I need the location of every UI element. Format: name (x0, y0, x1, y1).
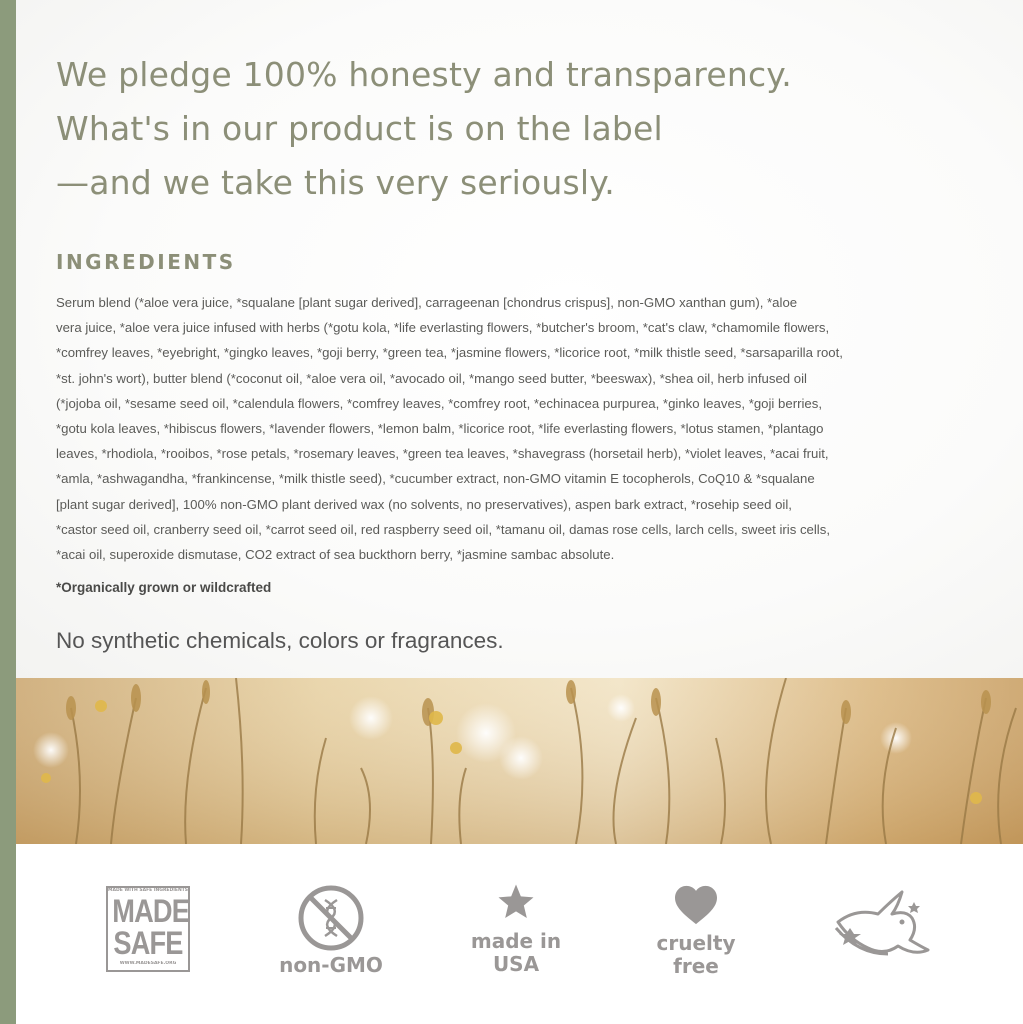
ingredients-line: leaves, *rhodiola, *rooibos, *rose petals, *rosemary leaves, *green tea leaves, *shavegrass (horsetail herb), *violet leaves, *acai fruit, (56, 446, 829, 462)
ingredients-line: Serum blend (*aloe vera juice, *squalane [plant sugar derived], carrageenan [chondrus crispus], non-GMO xanthan gum), *aloe (56, 295, 798, 310)
star-icon (496, 882, 536, 922)
leaping-bunny-badge (828, 884, 933, 974)
made-safe-line1: MADE (112, 893, 189, 929)
ingredients-line: *amla, *ashwagandha, *frankincense, *milk thistle seed), *cucumber extract, non-GMO vitamin E tocopherols, CoQ10 & *squalane (56, 471, 815, 487)
accent-sidebar-bar (0, 0, 16, 1024)
no-dna-icon (297, 884, 365, 952)
cruelty-free-badge (641, 882, 751, 982)
pledge-statement (56, 48, 986, 210)
free-label: free (673, 954, 719, 978)
pledge-line: What's in our product is on the label (56, 109, 663, 148)
pledge-line: —and we take this very seriously. (56, 163, 615, 202)
made-in-usa-badge (461, 882, 571, 982)
usa-label: USA (492, 952, 540, 976)
ingredients-panel (16, 0, 1023, 678)
made-safe-top-text: MADE WITH SAFE INGREDIENTS (108, 888, 188, 893)
non-gmo-label: non-GMO (279, 953, 383, 977)
ingredients-line: *acai oil, superoxide dismutase, CO2 extract of sea buckthorn berry, *jasmine sambac absolute. (56, 547, 615, 563)
made-in-label: made in (470, 929, 562, 953)
ingredients-line: *comfrey leaves, *eyebright, *gingko leaves, *goji berry, *green tea, *jasmine flowers, *licorice root, *milk thistle seed, *sarsaparilla root, (56, 345, 843, 361)
ingredients-line: (*jojoba oil, *sesame seed oil, *calendula flowers, *comfrey leaves, *comfrey root, *echinacea purpurea, *ginko leaves, *goji berries, (56, 395, 823, 411)
ingredients-list (56, 290, 991, 567)
cruelty-label: cruelty (656, 931, 736, 955)
ingredients-line: *gotu kola leaves, *hibiscus flowers, *lavender flowers, *lemon balm, *licorice root, *life everlasting flowers, *lotus stamen, *plantago (56, 421, 824, 437)
made-safe-url: WWW.MADESAFE.ORG (119, 961, 177, 966)
ingredients-heading: INGREDIENTS (56, 250, 236, 274)
made-safe-line2: SAFE (113, 925, 183, 961)
non-gmo-badge (271, 884, 391, 980)
tagline: No synthetic chemicals, colors or fragrances. (56, 628, 504, 653)
pledge-line: We pledge 100% honesty and transparency. (56, 55, 792, 94)
ingredients-line: *st. john's wort), butter blend (*coconut oil, *aloe vera oil, *avocado oil, *mango seed butter, *beeswax), *shea oil, herb infused oil (56, 370, 807, 386)
heart-icon (673, 884, 719, 926)
ingredients-line: *castor seed oil, cranberry seed oil, *carrot seed oil, red raspberry seed oil, *tamanu oil, damas rose cells, larch cells, sweet iris cells, (56, 521, 830, 537)
ingredients-line: [plant sugar derived], 100% non-GMO plant derived wax (no solvents, no preservatives), aspen bark extract, *rosehip seed oil, (56, 496, 792, 512)
meadow-photo (16, 678, 1023, 844)
organic-footnote: *Organically grown or wildcrafted (56, 580, 272, 595)
ingredients-line: vera juice, *aloe vera juice infused with herbs (*gotu kola, *life everlasting flowers, *butcher's broom, *cat's claw, *chamomile flowers, (56, 320, 830, 336)
made-safe-badge (106, 886, 190, 972)
leaping-bunny-icon (828, 884, 933, 974)
certification-badges (16, 844, 1023, 1024)
